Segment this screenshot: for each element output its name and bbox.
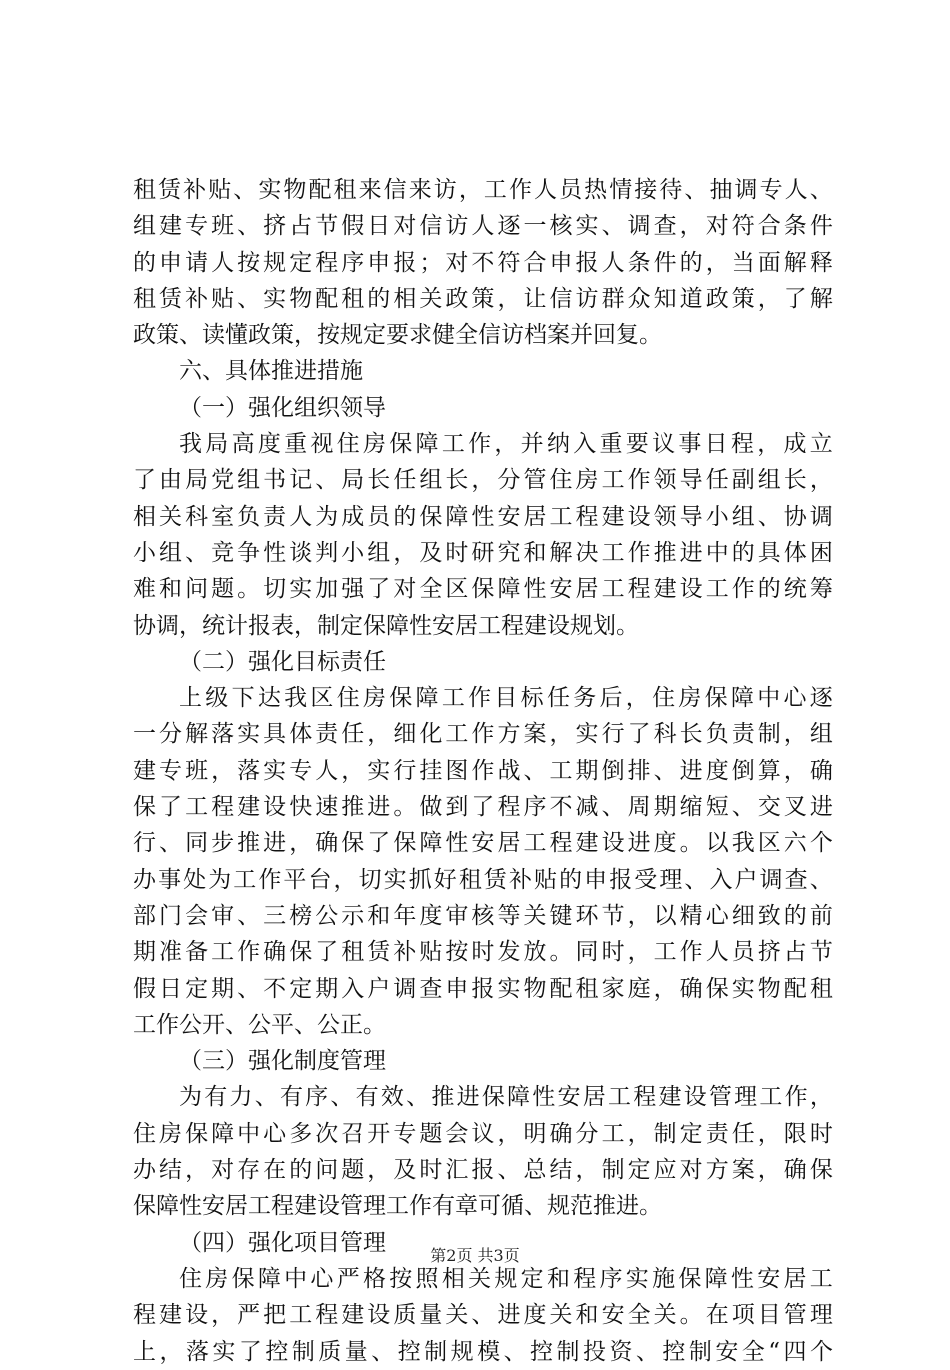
text-line: 程 建 设 ， 严 把 工 程 建 设 质 量 关 、 进 度 关 和 安 全 关 。 在 项 目 管 理 [133, 1302, 833, 1329]
text-line: 为 有 力 、 有 序 、 有 效 、 推 进 保 障 性 安 居 工 程 建 设 管 理 工 作 ， [179, 1084, 833, 1111]
text-line: 期 准 备 工 作 确 保 了 租 赁 补 贴 按 时 发 放 。 同 时 ， 工 作 人 员 挤 占 节 [133, 939, 833, 966]
text-line: 保障性安居工程建设管理工作有章可循、规范推进。 [133, 1193, 662, 1220]
text-line: 我 局 高 度 重 视 住 房 保 障 工 作 ， 并 纳 入 重 要 议 事 日 程 ， 成 立 [179, 431, 833, 458]
text-line: 行 、 同 步 推 进 ， 确 保 了 保 障 性 安 居 工 程 建 设 进 度 。 以 我 区 六 个 [133, 830, 833, 857]
subsection-heading: （一）强化组织领导 [179, 394, 386, 421]
text-line: 协调，统计报表，制定保障性安居工程建设规划。 [133, 612, 639, 639]
subsection-heading: （三）强化制度管理 [179, 1048, 386, 1075]
text-line: 难 和 问 题 。 切 实 加 强 了 对 全 区 保 障 性 安 居 工 程 建 设 工 作 的 统 筹 [133, 576, 833, 603]
text-line: 住 房 保 障 中 心 多 次 召 开 专 题 会 议 ， 明 确 分 工 ， 制 定 责 任 ， 限 时 [133, 1120, 833, 1147]
subsection-heading: （四）强化项目管理 [179, 1229, 386, 1256]
text-line: 上 ， 落 实 了 控 制 质 量 、 控 制 规 模 、 控 制 投 资 、 控 制 安 全 “ 四 个 [133, 1338, 833, 1365]
subsection-heading: （二）强化目标责任 [179, 648, 386, 675]
text-line: 工作公开、公平、公正。 [133, 1011, 386, 1038]
text-line: 政策、读懂政策，按规定要求健全信访档案并回复。 [133, 322, 662, 349]
text-line: 建 专 班 ， 落 实 专 人 ， 实 行 挂 图 作 战 、 工 期 倒 排 、 进 度 倒 算 ， 确 [133, 757, 833, 784]
page-footer: 第2页 共3页 [430, 1246, 520, 1265]
text-line: 小 组 、 竞 争 性 谈 判 小 组 ， 及 时 研 究 和 解 决 工 作 推 进 中 的 具 体 困 [133, 539, 833, 566]
text-line: 住 房 保 障 中 心 严 格 按 照 相 关 规 定 和 程 序 实 施 保 障 性 安 居 工 [179, 1265, 833, 1292]
text-line: 保 了 工 程 建 设 快 速 推 进 。 做 到 了 程 序 不 减 、 周 期 缩 短 、 交 叉 进 [133, 794, 833, 821]
document-body [133, 172, 833, 1370]
text-line: 的 申 请 人 按 规 定 程 序 申 报 ； 对 不 符 合 申 报 人 条 件 的 ， 当 面 解 释 [133, 249, 833, 276]
text-line: 办 事 处 为 工 作 平 台 ， 切 实 抓 好 租 赁 补 贴 的 申 报 受 理 、 入 户 调 查 、 [133, 866, 833, 893]
text-line: 假 日 定 期 、 不 定 期 入 户 调 查 申 报 实 物 配 租 家 庭 ， 确 保 实 物 配 租 [133, 975, 833, 1002]
text-line: 租 赁 补 贴 、 实 物 配 租 来 信 来 访 ， 工 作 人 员 热 情 接 待 、 抽 调 专 人 、 [133, 177, 833, 203]
text-line: 一 分 解 落 实 具 体 责 任 ， 细 化 工 作 方 案 ， 实 行 了 科 长 负 责 制 ， 组 [133, 721, 833, 748]
text-line: 相 关 科 室 负 责 人 为 成 员 的 保 障 性 安 居 工 程 建 设 领 导 小 组 、 协 调 [133, 503, 833, 530]
text-line: 组 建 专 班 、 挤 占 节 假 日 对 信 访 人 逐 一 核 实 、 调 查 ， 对 符 合 条 件 [133, 213, 833, 240]
text-line: 部 门 会 审 、 三 榜 公 示 和 年 度 审 核 等 关 键 环 节 ， 以 精 心 细 致 的 前 [133, 902, 833, 929]
text-line: 上 级 下 达 我 区 住 房 保 障 工 作 目 标 任 务 后 ， 住 房 保 障 中 心 逐 [179, 685, 833, 712]
text-line: 了 由 局 党 组 书 记 、 局 长 任 组 长 ， 分 管 住 房 工 作 领 导 任 副 组 长 ， [133, 467, 833, 494]
text-line: 租 赁 补 贴 、 实 物 配 租 的 相 关 政 策 ， 让 信 访 群 众 知 道 政 策 ， 了 解 [133, 285, 833, 312]
section-heading: 六、具体推进措施 [179, 358, 363, 385]
text-line: 办 结 ， 对 存 在 的 问 题 ， 及 时 汇 报 、 总 结 ， 制 定 应 对 方 案 ， 确 保 [133, 1157, 833, 1184]
